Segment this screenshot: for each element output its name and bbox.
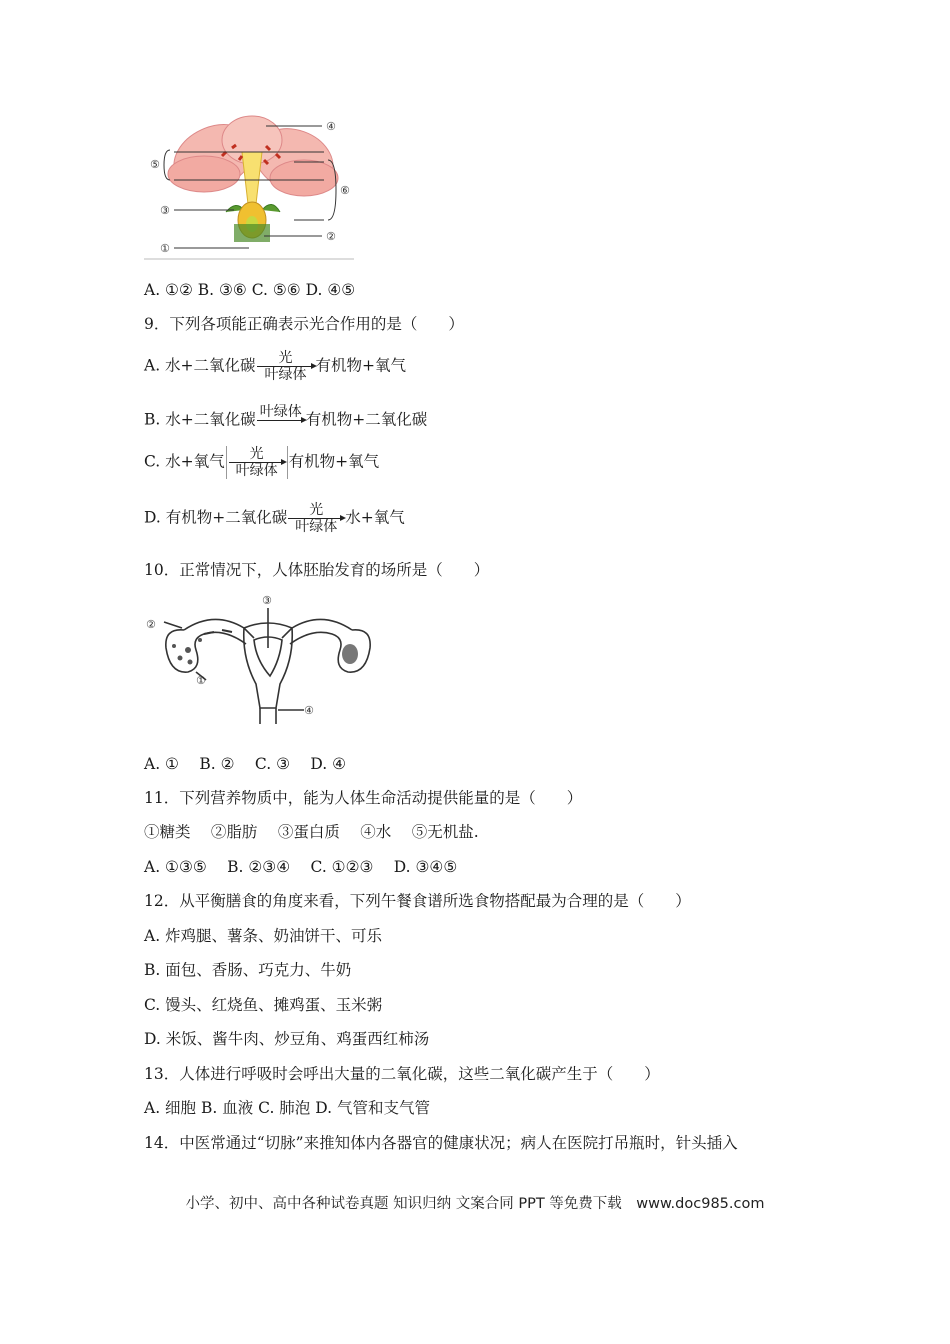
q11-stem: 11．下列营养物质中，能为人体生命活动提供能量的是（ ） [144,789,583,807]
q12-stem: 12．从平衡膳食的角度来看，下列午餐食谱所选食物搭配最为合理的是（ ） [144,892,691,910]
q9-b-reactants: B. 水+二氧化碳 [144,410,256,429]
q12-option-c: C. 馒头、红烧鱼、摊鸡蛋、玉米粥 [144,996,383,1014]
q13-stem: 13．人体进行呼吸时会呼出大量的二氧化碳，这些二氧化碳产生于（ ） [144,1065,660,1083]
q9-b-products: 有机物+二氧化碳 [305,410,428,429]
q9-stem: 9．下列各项能正确表示光合作用的是（ ） [144,315,464,333]
q9-option-d [144,502,405,535]
flower-label-3: ③ [160,204,170,217]
q10-stem: 10．正常情况下，人体胚胎发育的场所是（ ） [144,561,490,579]
flower-label-4: ④ [326,120,336,133]
q9-a-condition-top: 光 [278,350,293,366]
q9-c-reactants: C. 水+氧气 [144,452,225,471]
q11-items: ①糖类 ②脂肪 ③蛋白质 ④水 ⑤无机盐. [144,823,479,841]
q11-options: A. ①③⑤ B. ②③④ C. ①②③ D. ③④⑤ [144,858,458,876]
flower-label-6: ⑥ [340,184,350,197]
uterus-label-4: ④ [304,704,314,717]
q9-a-reactants: A. 水+二氧化碳 [144,356,256,375]
uterus-label-3: ③ [262,594,272,607]
q9-a-products: 有机物+氧气 [315,356,407,375]
q14-stem: 14．中医常通过“切脉”来推知体内各器官的健康状况；病人在医院打吊瓶时，针头插入 [144,1134,738,1152]
page-footer: 小学、初中、高中各种试卷真题 知识归纳 文案合同 PPT 等免费下载 www.doc985.com [185,1196,765,1212]
uterus-label-1: ① [196,674,206,687]
q9-d-reactants: D. 有机物+二氧化碳 [144,508,288,527]
q12-option-a: A. 炸鸡腿、薯条、奶油饼干、可乐 [144,927,383,945]
flower-diagram [144,112,359,262]
q10-options: A. ① B. ② C. ③ D. ④ [144,755,347,773]
q12-option-d: D. 米饭、酱牛肉、炒豆角、鸡蛋西红柿汤 [144,1030,430,1048]
female-reproductive-diagram [144,588,392,724]
q9-b-condition-top: 叶绿体 [259,404,302,420]
q9-d-products: 水+氧气 [345,508,405,527]
uterus-label-2: ② [146,618,156,631]
q9-c-condition-bottom: 叶绿体 [235,463,278,479]
flower-label-2: ② [326,230,336,243]
q9-option-c [144,446,379,479]
q8-options: A. ①② B. ③⑥ C. ⑤⑥ D. ④⑤ [144,281,356,299]
flower-label-1: ① [160,242,170,255]
flower-label-5: ⑤ [150,158,160,171]
q9-c-products: 有机物+氧气 [288,452,380,471]
q13-options: A. 细胞 B. 血液 C. 肺泡 D. 气管和支气管 [144,1099,430,1117]
q9-d-condition-top: 光 [309,502,324,518]
q9-option-b [144,404,427,437]
q12-option-b: B. 面包、香肠、巧克力、牛奶 [144,961,352,979]
q9-option-a [144,350,406,383]
q9-d-condition-bottom: 叶绿体 [295,519,338,535]
q9-a-condition-bottom: 叶绿体 [264,367,307,383]
q9-c-condition-top: 光 [249,446,264,462]
